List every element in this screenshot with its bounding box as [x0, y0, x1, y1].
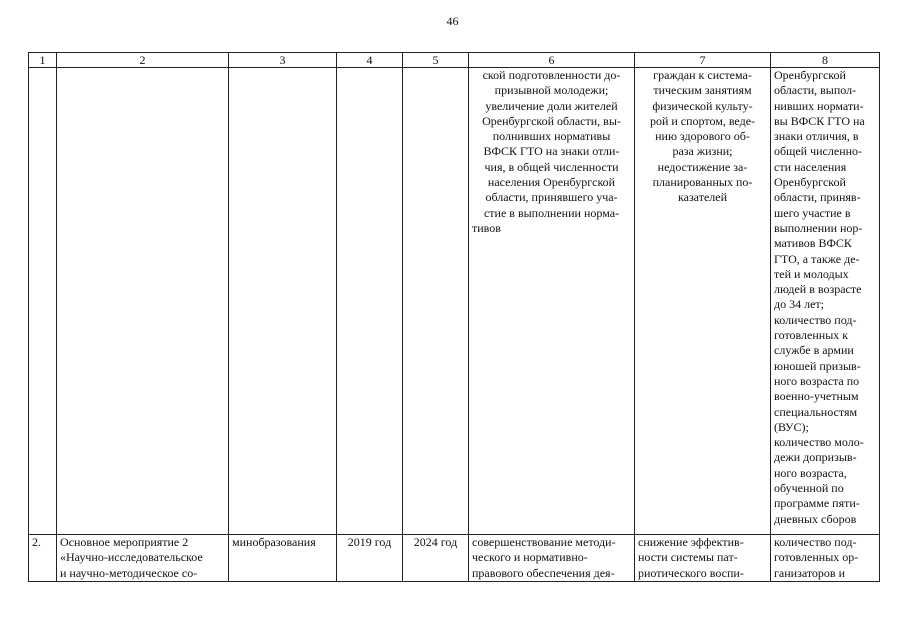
- text-line: готовленных к: [774, 328, 849, 343]
- text-line: Оренбургской: [774, 175, 846, 190]
- text-line: населения Оренбургской: [487, 175, 616, 190]
- text-line: программе пяти-: [774, 496, 860, 511]
- header-cell: 4: [337, 53, 403, 68]
- row2-col7-cell: [635, 535, 771, 582]
- row1-col8-cell: [771, 68, 880, 535]
- text-line: Оренбургской области, вы-: [482, 113, 621, 128]
- text-line: вы ВФСК ГТО на: [774, 113, 865, 128]
- text-line: дневных сборов: [774, 511, 857, 526]
- row1-col7-cell: [635, 68, 771, 535]
- row1-col3-cell: [229, 68, 337, 535]
- header-cell: 7: [635, 53, 771, 68]
- text-line: ности системы пат-: [638, 550, 738, 565]
- table-row: [29, 68, 880, 535]
- text-line: недостижение за-: [657, 159, 748, 174]
- row2-col4-cell: 2019 год: [337, 535, 403, 582]
- text-line: и научно-методическое со-: [60, 565, 198, 580]
- row2-col2-cell: [57, 535, 229, 582]
- text-line: области, принявшего уча-: [485, 190, 618, 205]
- text-line: «Научно-исследовательское: [60, 550, 203, 565]
- text-line: ческого и нормативно-: [472, 550, 588, 565]
- text-line: полнивших нормативы: [492, 129, 611, 144]
- text-line: стие в выполнении норма-: [483, 205, 620, 220]
- text-line: риотического воспи-: [638, 565, 744, 580]
- text-line: нию здорового об-: [655, 129, 750, 144]
- header-cell: 2: [57, 53, 229, 68]
- text-line: ного возраста по: [774, 373, 860, 388]
- text-line: ганизаторов и: [774, 565, 846, 580]
- row2-col3-cell: минобразования: [229, 535, 337, 582]
- text-line: ской подготовленности до-: [482, 68, 621, 82]
- text-line: правового обеспечения дея-: [472, 565, 615, 580]
- row1-col6-cell: [469, 68, 635, 535]
- row1-col4-cell: [337, 68, 403, 535]
- text-line: снижение эффектив-: [638, 535, 744, 549]
- text-line: службе в армии: [774, 343, 854, 358]
- text-line: раза жизни;: [672, 144, 733, 159]
- text-line: тическим занятиям: [653, 83, 752, 98]
- text-line: увеличение доли жителей: [485, 98, 618, 113]
- text-line: ГТО, а также де-: [774, 251, 860, 266]
- text-line: планированных по-: [652, 175, 753, 190]
- header-cell: 8: [771, 53, 880, 68]
- header-cell: 3: [229, 53, 337, 68]
- text-line: юношей призыв-: [774, 358, 861, 373]
- text-line: обученной по: [774, 481, 844, 496]
- header-cell: 6: [469, 53, 635, 68]
- text-line: общей численно-: [774, 144, 863, 159]
- text-line: количество моло-: [774, 435, 864, 450]
- text-line: ВФСК ГТО на знаки отли-: [483, 144, 620, 159]
- text-line: области, приняв-: [774, 190, 861, 205]
- measures-table: [28, 52, 880, 582]
- table-header-row: [29, 53, 880, 68]
- text-line: области, выпол-: [774, 83, 857, 98]
- table-row: [29, 535, 880, 582]
- text-line: специальностям: [774, 404, 858, 419]
- text-line: тивов: [472, 220, 501, 235]
- text-line: ного возраста,: [774, 465, 847, 480]
- text-line: дежи допризыв-: [774, 450, 857, 465]
- header-cell: 1: [29, 53, 57, 68]
- text-line: (ВУС);: [774, 419, 809, 434]
- text-line: сти населения: [774, 159, 847, 174]
- text-line: призывной молодежи;: [494, 83, 609, 98]
- row1-col5-cell: [403, 68, 469, 535]
- text-line: людей в возрасте: [774, 282, 862, 297]
- row1-col1-cell: [29, 68, 57, 535]
- row2-col5-cell: 2024 год: [403, 535, 469, 582]
- text-line: казателей: [677, 190, 728, 205]
- text-line: тей и молодых: [774, 266, 849, 281]
- text-line: нивших нормати-: [774, 98, 864, 113]
- text-line: выполнении нор-: [774, 220, 863, 235]
- row2-col6-cell: [469, 535, 635, 582]
- text-line: граждан к система-: [653, 68, 752, 82]
- text-line: шего участие в: [774, 205, 851, 220]
- row1-col2-cell: [57, 68, 229, 535]
- text-line: совершенствование методи-: [472, 535, 616, 549]
- page-number: 46: [446, 14, 459, 28]
- text-line: количество под-: [774, 312, 857, 327]
- text-line: до 34 лет;: [774, 297, 824, 312]
- row2-col8-cell: [771, 535, 880, 582]
- text-line: военно-учетным: [774, 389, 859, 404]
- text-line: знаки отличия, в: [774, 129, 859, 144]
- text-line: готовленных ор-: [774, 550, 859, 565]
- text-line: физической культу-: [652, 98, 753, 113]
- row2-col1-cell: 2.: [29, 535, 57, 582]
- text-line: количество под-: [774, 535, 857, 549]
- text-line: Основное мероприятие 2: [60, 535, 189, 549]
- text-line: чия, в общей численности: [484, 159, 619, 174]
- header-cell: 5: [403, 53, 469, 68]
- text-line: рой и спортом, веде-: [649, 113, 756, 128]
- text-line: мативов ВФСК: [774, 236, 852, 251]
- text-line: Оренбургской: [774, 68, 846, 82]
